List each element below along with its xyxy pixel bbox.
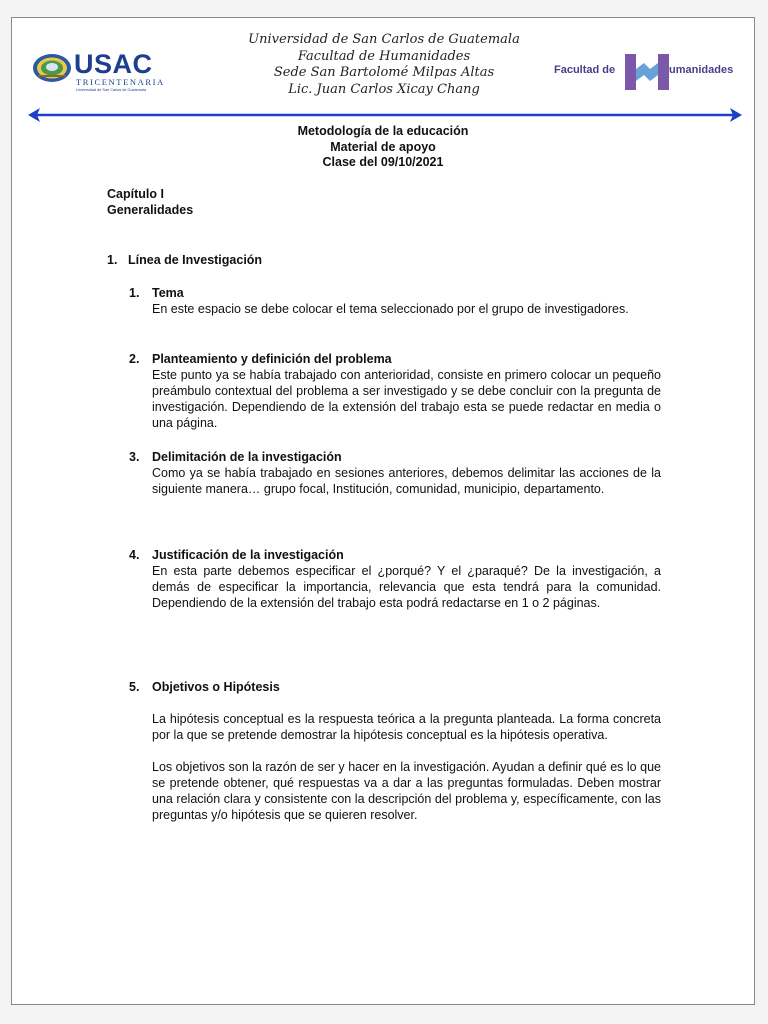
document-page <box>11 17 755 1005</box>
humanidades-h-mark-icon <box>625 54 669 90</box>
item-heading <box>129 547 661 563</box>
item-number: 4. <box>129 548 140 562</box>
chapter-title: Generalidades <box>107 203 194 217</box>
title-course: Metodología de la educación <box>297 124 469 138</box>
item-heading <box>129 285 661 301</box>
list-item <box>129 547 661 611</box>
header-university: Universidad de San Carlos de Guatemala <box>248 32 520 47</box>
item-heading <box>129 449 661 465</box>
item-heading <box>129 679 661 695</box>
item-number: 2. <box>129 352 140 366</box>
item-paragraph: Los objetivos son la razón de ser y hacer en la investigación. Ayudan a definir qué es lo que se pretende obtener, qué respuestas va a dar a las preguntas formuladas. Deben mostrar una relación clara y consistente con la descripción del problema y, específicamente, con las preguntas y/o hipótesis que se quieren resolver. <box>152 760 661 822</box>
item-title: Planteamiento y definición del problema <box>152 352 392 366</box>
item-paragraph: La hipótesis conceptual es la respuesta teórica a la pregunta planteada. La forma concreta por la que se pretende demostrar la hipótesis conceptual es la hipótesis operativa. <box>152 712 661 742</box>
usac-seal-icon <box>32 52 72 84</box>
title-class-date: Clase del 09/10/2021 <box>322 155 444 169</box>
header-faculty: Facultad de Humanidades <box>297 48 471 64</box>
item-body <box>152 465 661 497</box>
usac-logo <box>32 50 182 96</box>
faculty-logo-right-text: umanidades <box>669 64 734 76</box>
list-item <box>129 351 661 431</box>
usac-subtitle: TRICENTENARIA <box>76 77 165 87</box>
item-title: Delimitación de la investigación <box>152 450 342 464</box>
faculty-logo <box>554 54 744 90</box>
header-campus: Sede San Bartolomé Milpas Altas <box>273 65 495 80</box>
header-divider-arrow <box>28 107 742 123</box>
item-paragraph: Este punto ya se había trabajado con anterioridad, consiste en primero colocar un pequeño preámbulo contextual del problema a ser investigado y se debe concluir con la pregunta de investigación. Dependiendo de la extensión del trabajo esta se puede redactar en media o una página. <box>152 368 661 430</box>
item-body <box>152 301 661 317</box>
item-body <box>152 695 661 823</box>
list-item <box>129 449 661 497</box>
document-header <box>212 32 556 98</box>
item-title: Justificación de la investigación <box>152 548 344 562</box>
item-body <box>152 563 661 611</box>
item-number: 5. <box>129 680 140 694</box>
usac-wordmark: USAC <box>74 49 153 79</box>
faculty-logo-left-text: Facultad de <box>554 64 616 76</box>
item-body <box>152 367 661 431</box>
section-heading <box>107 253 262 267</box>
header-instructor: Lic. Juan Carlos Xicay Chang <box>288 81 480 97</box>
item-title: Tema <box>152 286 184 300</box>
section-label: Línea de Investigación <box>128 253 263 267</box>
item-title: Objetivos o Hipótesis <box>152 680 280 694</box>
item-number: 1. <box>129 286 140 300</box>
item-number: 3. <box>129 450 140 464</box>
list-item <box>129 285 661 317</box>
list-item <box>129 679 661 823</box>
document-title <box>12 124 754 171</box>
item-paragraph: Como ya se había trabajado en sesiones anteriores, debemos delimitar las acciones de la siguiente manera… grupo focal, Institución, comunidad, municipio, departamento. <box>152 466 661 496</box>
item-paragraph: En este espacio se debe colocar el tema seleccionado por el grupo de investigadores. <box>152 302 629 316</box>
chapter-number: Capítulo I <box>107 187 164 201</box>
item-heading <box>129 351 661 367</box>
section-number: 1. <box>107 253 118 267</box>
item-paragraph: En esta parte debemos especificar el ¿porqué? Y el ¿paraqué? De la investigación, a demás de especificar la importancia, relevancia que esta tendrá para la comunidad. Dependiendo de la extensión del trabajo esta podrá redactarse en 1 o 2 páginas. <box>152 564 661 610</box>
chapter-heading <box>107 186 193 218</box>
title-material: Material de apoyo <box>330 139 436 154</box>
usac-small-caption: Universidad de San Carlos de Guatemala <box>76 88 147 92</box>
